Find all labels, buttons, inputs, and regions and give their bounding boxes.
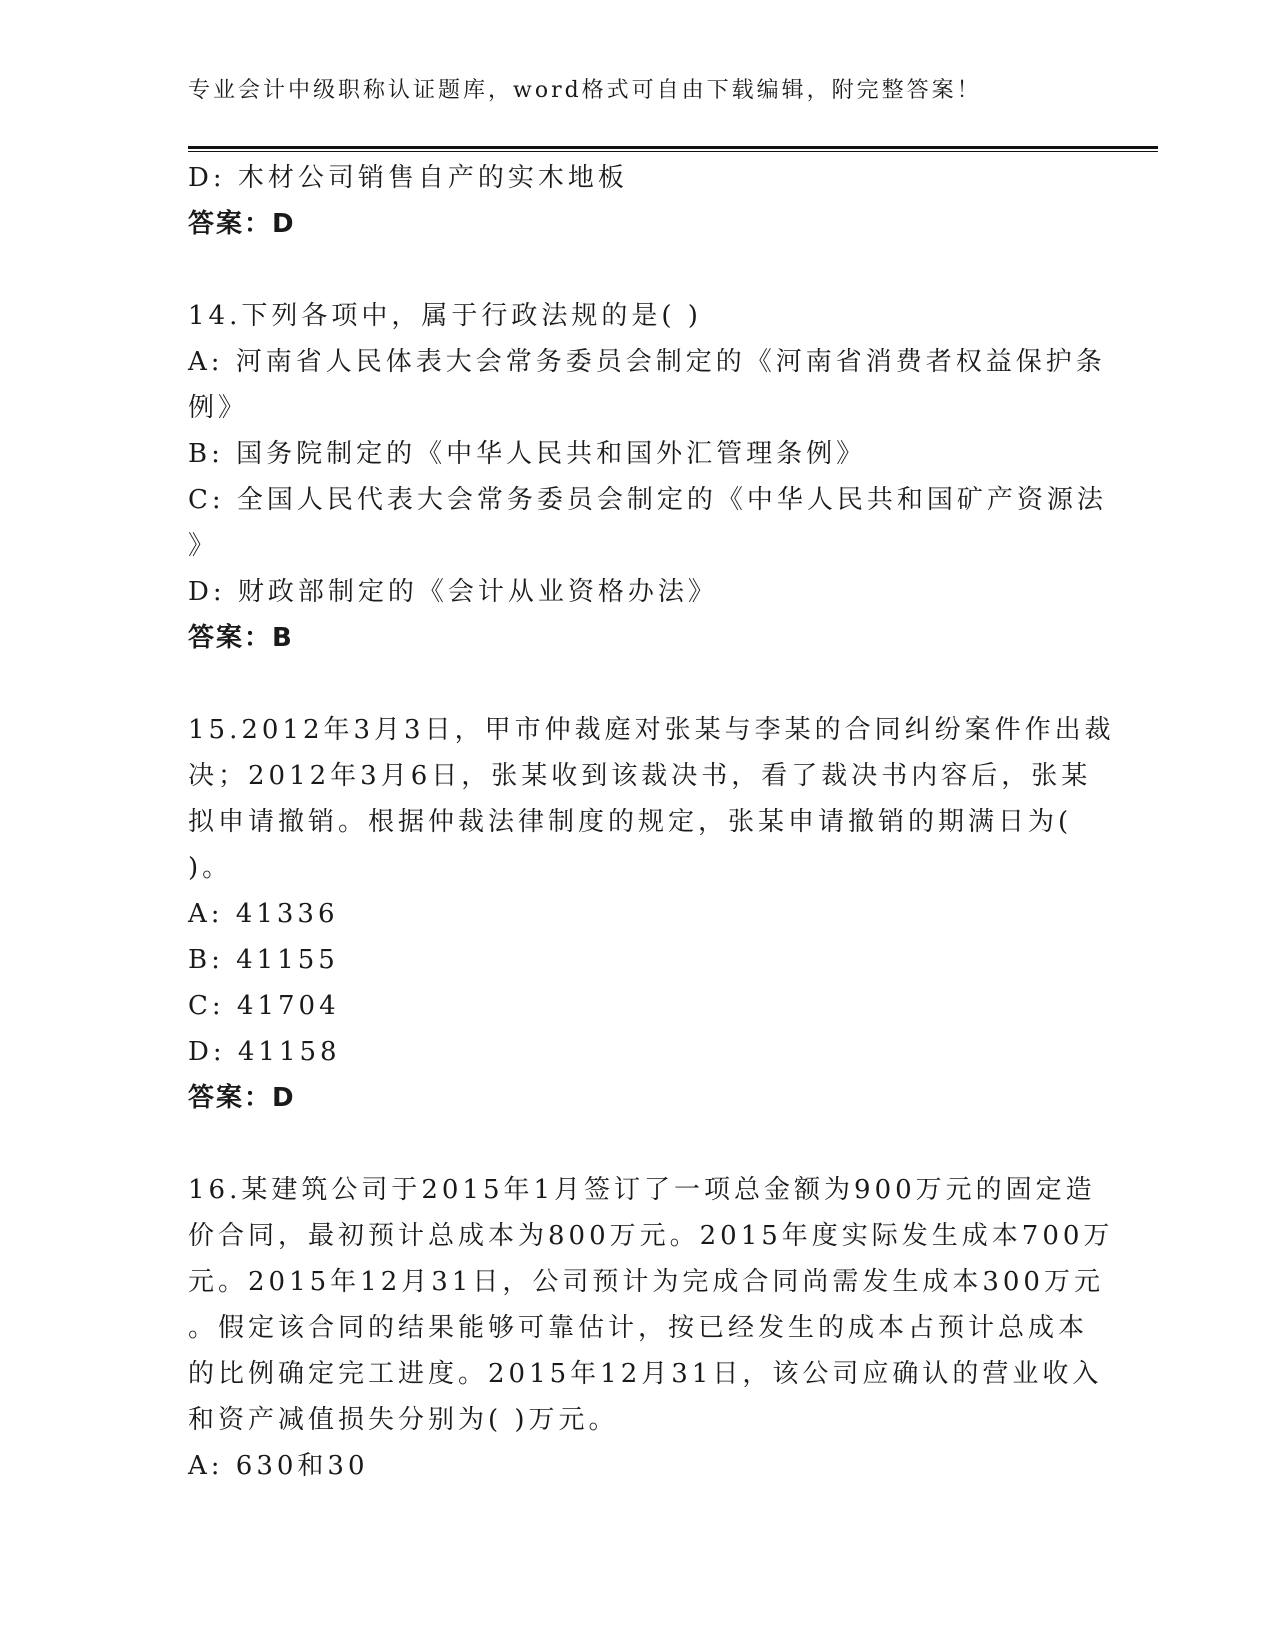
question-stem: 决；2012年3月6日，张某收到该裁决书，看了裁决书内容后，张某 bbox=[188, 761, 1092, 791]
question-stem: 16.某建筑公司于2015年1月签订了一项总金额为900万元的固定造 bbox=[188, 1175, 1096, 1205]
spacer bbox=[188, 247, 1088, 293]
question-stem: )。 bbox=[188, 853, 233, 883]
option-line: 例》 bbox=[188, 393, 249, 423]
header-rule-thin bbox=[188, 151, 1158, 152]
answer-line: 答案：D bbox=[188, 209, 296, 239]
header-rule-thick bbox=[188, 146, 1158, 149]
option-line: B: 国务院制定的《中华人民共和国外汇管理条例》 bbox=[188, 439, 867, 469]
option-line: B: 41155 bbox=[188, 945, 339, 975]
question-stem: 和资产减值损失分别为( )万元。 bbox=[188, 1405, 619, 1435]
question-stem: 元。2015年12月31日，公司预计为完成合同尚需发生成本300万元 bbox=[188, 1267, 1104, 1297]
question-stem: 拟申请撤销。根据仲裁法律制度的规定，张某申请撤销的期满日为( bbox=[188, 807, 1073, 837]
option-line: C: 全国人民代表大会常务委员会制定的《中华人民共和国矿产资源法 bbox=[188, 485, 1107, 515]
option-line: D: 财政部制定的《会计从业资格办法》 bbox=[188, 577, 718, 607]
question-stem: 价合同，最初预计总成本为800万元。2015年度实际发生成本700万 bbox=[188, 1221, 1114, 1251]
option-line: D: 木材公司销售自产的实木地板 bbox=[188, 163, 628, 193]
spacer bbox=[188, 1121, 1088, 1167]
question-stem: 14.下列各项中，属于行政法规的是( ) bbox=[188, 301, 702, 331]
answer-line: 答案：B bbox=[188, 623, 294, 653]
option-line: 》 bbox=[188, 531, 219, 561]
question-content bbox=[188, 155, 1115, 1489]
page-header: 专业会计中级职称认证题库，word格式可自由下载编辑，附完整答案！ bbox=[188, 78, 982, 103]
question-stem: 的比例确定完工进度。2015年12月31日，该公司应确认的营业收入 bbox=[188, 1359, 1103, 1389]
question-stem: 15.2012年3月3日，甲市仲裁庭对张某与李某的合同纠纷案件作出裁 bbox=[188, 715, 1115, 745]
spacer bbox=[188, 661, 1088, 707]
question-stem: 。假定该合同的结果能够可靠估计，按已经发生的成本占预计总成本 bbox=[188, 1313, 1089, 1343]
answer-line: 答案：D bbox=[188, 1083, 296, 1113]
option-line: C: 41704 bbox=[188, 991, 340, 1021]
option-line: D: 41158 bbox=[188, 1037, 341, 1067]
option-line: A: 河南省人民体表大会常务委员会制定的《河南省消费者权益保护条 bbox=[188, 347, 1106, 377]
option-line: A: 41336 bbox=[188, 899, 339, 929]
option-line: A: 630和30 bbox=[188, 1451, 369, 1481]
